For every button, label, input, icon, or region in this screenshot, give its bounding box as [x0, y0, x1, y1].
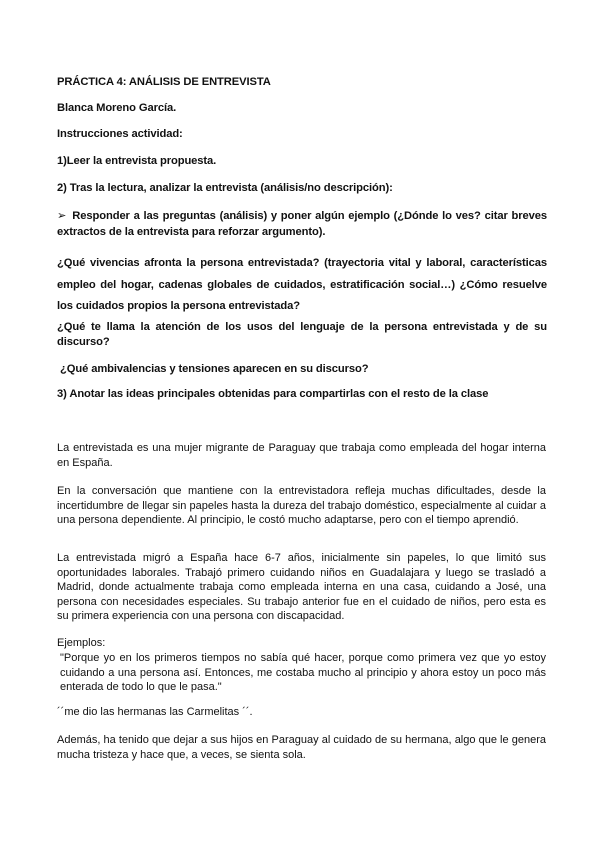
examples-label: Ejemplos: [57, 637, 106, 649]
step-3: 3) Anotar las ideas principales obtenidas para compartirlas con el resto de la clase [57, 388, 489, 400]
instructions-heading: Instrucciones actividad: [57, 128, 183, 140]
paragraph-1: La entrevistada es una mujer migrante de Paraguay que trabaja como empleada del hogar interna en España. [57, 442, 546, 469]
quote-example: "Porque yo en los primeros tiempos no sabía qué hacer, porque como primera vez que yo estoy cuidando a una persona así. Entonces, me costaba mucho al principio y ahora estoy un poco más enterada de todo lo que le pasa." [60, 652, 546, 694]
document-title: PRÁCTICA 4: ANÁLISIS DE ENTREVISTA [57, 76, 271, 88]
bullet-item [57, 209, 547, 240]
paragraph-3: La entrevistada migró a España hace 6-7 años, inicialmente sin papeles, lo que limitó sus oportunidades laborales. Trabajó primero cuidando niños en Guadalajara y luego se trasladó a Madrid, donde actualmente trabaja como empleada interna en una casa, cuidando a José, una persona con necesidades especiales. Su trabajo anterior fue en el cuidado de niños, pero esta es su primera experiencia con una persona con discapacidad. [57, 552, 546, 623]
bullet-text: Responder a las preguntas (análisis) y poner algún ejemplo (¿Dónde lo ves? citar breves extractos de la entrevista para reforzar argumento). [57, 210, 547, 238]
final-paragraph: Además, ha tenido que dejar a sus hijos en Paraguay al cuidado de su hermana, algo que le genera mucha tristeza y hace que, a veces, se sienta sola. [57, 734, 546, 761]
bullet-arrow-icon: ➢ [57, 210, 67, 222]
question-1: ¿Qué vivencias afronta la persona entrevistada? (trayectoria vital y laboral, características empleo del hogar, cadenas globales de cuidados, estratificación social…) ¿Cómo resuelve los cuidados propios la persona entrevistada? [57, 257, 547, 312]
paragraph-2: En la conversación que mantiene con la entrevistadora refleja muchas dificultades, desde la incertidumbre de llegar sin papeles hasta la dureza del trabajo doméstico, especialmente al cuidar a una persona dependiente. Al principio, le costó mucho adaptarse, pero con el tiempo aprendió. [57, 485, 546, 527]
author-name: Blanca Moreno García. [57, 102, 177, 114]
question-3: ¿Qué ambivalencias y tensiones aparecen en su discurso? [60, 363, 369, 375]
question-2: ¿Qué te llama la atención de los usos del lenguaje de la persona entrevistada y de su discurso? [57, 321, 547, 348]
step-1: 1)Leer la entrevista propuesta. [57, 155, 217, 167]
quote-example-2: ´´me dio las hermanas las Carmelitas ´´. [57, 706, 253, 718]
step-2: 2) Tras la lectura, analizar la entrevista (análisis/no descripción): [57, 182, 393, 194]
